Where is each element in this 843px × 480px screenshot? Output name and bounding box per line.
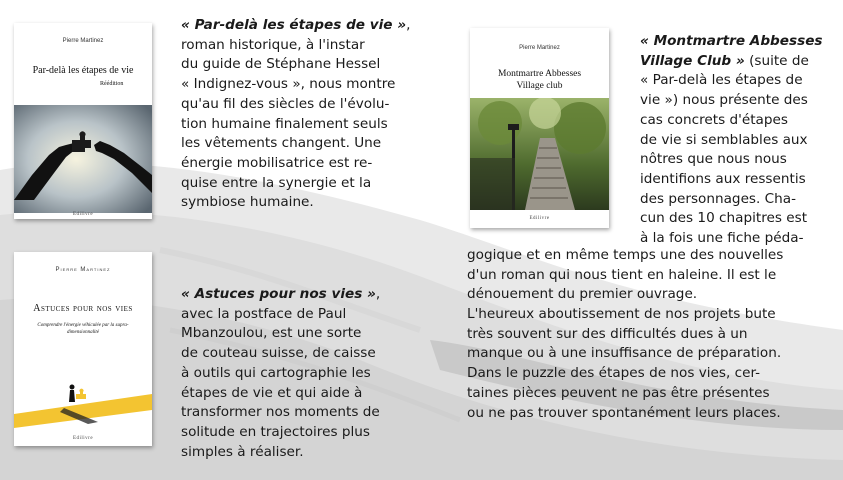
book-title-highlight: « Montmartre Abbesses: [640, 33, 823, 49]
text-line: étapes de vie et qui aide à: [181, 384, 363, 401]
text-line: cun des 10 chapitres est: [640, 210, 808, 227]
text-line: de couteau suisse, de caisse: [181, 345, 376, 362]
text-line: énergie mobilisatrice est re-: [181, 154, 373, 171]
text-line: Mbanzoulou, est une sorte: [181, 325, 362, 342]
text-line: L'heureux aboutissement de nos projets bute: [467, 306, 776, 322]
paragraph-title-line: [640, 32, 826, 52]
text-line: ou ne pas trouver spontanément leurs places.: [467, 404, 781, 421]
text-line: Dans le puzzle des étapes de nos vies, cer-: [467, 365, 761, 382]
text-line: dénouement du premier ouvrage.: [467, 286, 698, 303]
text-line: « Par-delà les étapes de: [640, 72, 803, 89]
text-line: à la fois une fiche péda-: [640, 230, 804, 247]
text-line: manque ou à une insuffisance de préparation.: [467, 345, 782, 362]
paragraph-first-line: « Astuces pour nos vies »,: [181, 286, 381, 302]
text-line: du guide de Stéphane Hessel: [181, 56, 381, 73]
book-title-highlight: « Astuces pour nos vies »: [181, 286, 376, 302]
text-line: solitude en trajectoires plus: [181, 423, 370, 440]
text-line: très souvent sur des difficultés dues à un: [467, 325, 748, 342]
book-cover-image-montmartre-stairs: [470, 98, 609, 210]
book-subtitle: Réédition: [100, 81, 124, 87]
text-line: symbiose humaine.: [181, 194, 314, 211]
text-line: qu'au fil des siècles de l'évolu-: [181, 95, 390, 112]
book-title-highlight: « Par-delà les étapes de vie »: [181, 17, 407, 33]
book-publisher: Edilivre: [529, 216, 550, 221]
book-author: Pierre Martinez: [519, 45, 560, 51]
text-line: avec la postface de Paul: [181, 305, 347, 322]
text-line: nôtres que nous nous: [640, 151, 787, 168]
book-author: Pierre Martinez: [62, 38, 104, 44]
book-title: Par-delà les étapes de vie: [32, 65, 134, 76]
text-line: vie ») nous présente des: [640, 92, 808, 109]
paragraph-par-dela: [181, 16, 424, 213]
text-line: des personnages. Cha-: [640, 190, 796, 207]
book-title-highlight: Village Club »: [640, 52, 745, 69]
text-line: identifions aux ressentis: [640, 170, 806, 187]
paragraph-aboutissement: [467, 305, 826, 423]
text-line: transformer nos moments de: [181, 404, 380, 421]
text-line: d'un roman qui nous tient en haleine. Il est le: [467, 266, 777, 283]
book-cover-par-dela: [14, 23, 152, 219]
book-publisher: Edilivre: [72, 436, 94, 441]
paragraph-astuces: [181, 285, 424, 462]
text-line: quise entre la synergie et la: [181, 174, 372, 191]
text-line: simples à réaliser.: [181, 443, 304, 460]
text-fragment: (suite de: [749, 52, 809, 69]
paragraph-montmartre: [640, 32, 826, 249]
text-line: « Indignez-vous », nous montre: [181, 76, 396, 93]
book-publisher: Edilivre: [72, 212, 94, 217]
book-cover-montmartre: [470, 28, 609, 228]
text-line: à outils qui cartographie les: [181, 364, 371, 381]
paragraph-montmartre-continued: [467, 246, 826, 305]
text-line: tion humaine finalement seuls: [181, 115, 388, 132]
book-title: Astuces pour nos vies: [33, 303, 133, 314]
book-cover-image-hands-puzzle: [14, 105, 152, 213]
book-title: Montmartre Abbesses Village club: [497, 69, 582, 91]
text-line: gogique et en même temps une des nouvelles: [467, 247, 784, 263]
book-cover-astuces: [14, 252, 152, 446]
paragraph-title-line: [640, 52, 826, 72]
text-line: de vie si semblables aux: [640, 131, 808, 148]
text-line: les vêtements changent. Une: [181, 135, 382, 152]
book-subtitle: Comprendre l'énergie véhiculée par la supra-dimensionnalité: [37, 323, 129, 335]
book-author: Pierre Martinez: [55, 267, 111, 273]
text-line: cas concrets d'étapes: [640, 111, 788, 128]
text-line: roman historique, à l'instar: [181, 36, 365, 53]
paragraph-first-line: « Par-delà les étapes de vie »,: [181, 17, 411, 33]
text-line: taines pièces peuvent ne pas être présentes: [467, 384, 770, 401]
book-cover-image-yellow-band: [14, 372, 152, 432]
